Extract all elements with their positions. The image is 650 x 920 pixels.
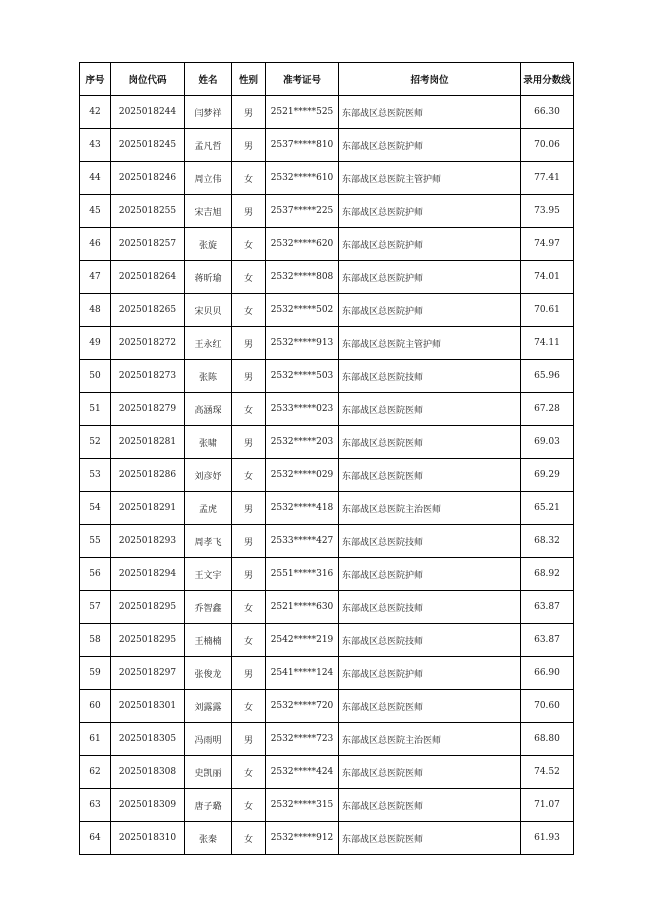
cell-position-code: 2025018273 (111, 360, 185, 393)
cell-index: 57 (80, 591, 111, 624)
cell-gender: 男 (232, 96, 266, 129)
cell-job-title: 东部战区总医院护师 (339, 657, 521, 690)
cell-score: 70.61 (521, 294, 574, 327)
table-header-row (80, 63, 574, 96)
cell-name: 高涵琛 (185, 393, 232, 426)
cell-score: 68.92 (521, 558, 574, 591)
cell-admission-number: 2542*****219 (266, 624, 339, 657)
cell-name: 刘露露 (185, 690, 232, 723)
table-row (80, 393, 574, 426)
cell-position-code: 2025018294 (111, 558, 185, 591)
table-row (80, 789, 574, 822)
cell-score: 65.96 (521, 360, 574, 393)
cell-name: 刘彦妤 (185, 459, 232, 492)
cell-admission-number: 2532*****912 (266, 822, 339, 855)
cell-name: 宋贝贝 (185, 294, 232, 327)
cell-job-title: 东部战区总医院医师 (339, 690, 521, 723)
cell-index: 60 (80, 690, 111, 723)
cell-gender: 女 (232, 789, 266, 822)
cell-index: 42 (80, 96, 111, 129)
cell-position-code: 2025018257 (111, 228, 185, 261)
cell-index: 51 (80, 393, 111, 426)
cell-name: 蒋昕瑜 (185, 261, 232, 294)
cell-job-title: 东部战区总医院护师 (339, 294, 521, 327)
cell-admission-number: 2532*****610 (266, 162, 339, 195)
cell-gender: 男 (232, 129, 266, 162)
cell-gender: 女 (232, 162, 266, 195)
cell-admission-number: 2521*****630 (266, 591, 339, 624)
table-row (80, 129, 574, 162)
table-row (80, 525, 574, 558)
cell-name: 张旋 (185, 228, 232, 261)
cell-job-title: 东部战区总医院医师 (339, 96, 521, 129)
cell-job-title: 东部战区总医院护师 (339, 558, 521, 591)
table-row (80, 624, 574, 657)
cell-score: 74.01 (521, 261, 574, 294)
cell-job-title: 东部战区总医院护师 (339, 129, 521, 162)
cell-name: 唐子璐 (185, 789, 232, 822)
cell-job-title: 东部战区总医院主管护师 (339, 327, 521, 360)
cell-name: 张陈 (185, 360, 232, 393)
table-row (80, 360, 574, 393)
cell-gender: 男 (232, 492, 266, 525)
cell-admission-number: 2532*****424 (266, 756, 339, 789)
table-body (80, 96, 574, 855)
cell-gender: 女 (232, 591, 266, 624)
cell-gender: 女 (232, 690, 266, 723)
cell-gender: 女 (232, 261, 266, 294)
cell-gender: 男 (232, 360, 266, 393)
table-row (80, 690, 574, 723)
cell-score: 63.87 (521, 591, 574, 624)
cell-score: 73.95 (521, 195, 574, 228)
cell-job-title: 东部战区总医院护师 (339, 261, 521, 294)
cell-admission-number: 2532*****502 (266, 294, 339, 327)
header-admission-number: 准考证号 (266, 63, 339, 96)
table-row (80, 723, 574, 756)
table-row (80, 591, 574, 624)
cell-name: 王文宇 (185, 558, 232, 591)
cell-score: 61.93 (521, 822, 574, 855)
cell-score: 77.41 (521, 162, 574, 195)
cell-job-title: 东部战区总医院护师 (339, 228, 521, 261)
cell-gender: 女 (232, 822, 266, 855)
cell-position-code: 2025018255 (111, 195, 185, 228)
table-row (80, 558, 574, 591)
cell-name: 宋吉旭 (185, 195, 232, 228)
results-table (79, 62, 574, 855)
cell-gender: 女 (232, 228, 266, 261)
cell-position-code: 2025018246 (111, 162, 185, 195)
table-row (80, 756, 574, 789)
table-row (80, 261, 574, 294)
cell-index: 52 (80, 426, 111, 459)
cell-admission-number: 2532*****418 (266, 492, 339, 525)
cell-admission-number: 2541*****124 (266, 657, 339, 690)
header-gender: 性别 (232, 63, 266, 96)
cell-name: 王永红 (185, 327, 232, 360)
cell-score: 74.52 (521, 756, 574, 789)
cell-score: 74.11 (521, 327, 574, 360)
cell-position-code: 2025018297 (111, 657, 185, 690)
cell-gender: 男 (232, 327, 266, 360)
cell-job-title: 东部战区总医院主治医师 (339, 492, 521, 525)
cell-job-title: 东部战区总医院技师 (339, 591, 521, 624)
cell-index: 43 (80, 129, 111, 162)
cell-gender: 男 (232, 723, 266, 756)
cell-gender: 男 (232, 558, 266, 591)
header-position-code: 岗位代码 (111, 63, 185, 96)
cell-job-title: 东部战区总医院护师 (339, 195, 521, 228)
cell-position-code: 2025018279 (111, 393, 185, 426)
table-row (80, 294, 574, 327)
cell-job-title: 东部战区总医院技师 (339, 525, 521, 558)
cell-job-title: 东部战区总医院技师 (339, 624, 521, 657)
cell-score: 74.97 (521, 228, 574, 261)
table-row (80, 426, 574, 459)
cell-index: 62 (80, 756, 111, 789)
cell-admission-number: 2532*****913 (266, 327, 339, 360)
cell-position-code: 2025018244 (111, 96, 185, 129)
table-row (80, 162, 574, 195)
cell-gender: 女 (232, 459, 266, 492)
cell-name: 孟凡哲 (185, 129, 232, 162)
table-row (80, 459, 574, 492)
cell-score: 65.21 (521, 492, 574, 525)
cell-admission-number: 2533*****023 (266, 393, 339, 426)
cell-gender: 女 (232, 624, 266, 657)
cell-position-code: 2025018245 (111, 129, 185, 162)
table-row (80, 657, 574, 690)
cell-gender: 男 (232, 657, 266, 690)
cell-position-code: 2025018264 (111, 261, 185, 294)
cell-position-code: 2025018310 (111, 822, 185, 855)
cell-name: 乔智鑫 (185, 591, 232, 624)
cell-admission-number: 2521*****525 (266, 96, 339, 129)
cell-score: 67.28 (521, 393, 574, 426)
cell-index: 49 (80, 327, 111, 360)
cell-admission-number: 2533*****427 (266, 525, 339, 558)
cell-index: 44 (80, 162, 111, 195)
cell-index: 64 (80, 822, 111, 855)
cell-name: 周孝飞 (185, 525, 232, 558)
cell-job-title: 东部战区总医院主治医师 (339, 723, 521, 756)
table-row (80, 492, 574, 525)
cell-job-title: 东部战区总医院医师 (339, 426, 521, 459)
cell-index: 54 (80, 492, 111, 525)
cell-admission-number: 2532*****620 (266, 228, 339, 261)
cell-job-title: 东部战区总医院医师 (339, 789, 521, 822)
cell-score: 69.03 (521, 426, 574, 459)
cell-position-code: 2025018301 (111, 690, 185, 723)
cell-position-code: 2025018293 (111, 525, 185, 558)
cell-index: 56 (80, 558, 111, 591)
cell-gender: 男 (232, 195, 266, 228)
cell-index: 58 (80, 624, 111, 657)
cell-index: 47 (80, 261, 111, 294)
results-sheet (79, 62, 573, 855)
cell-score: 63.87 (521, 624, 574, 657)
cell-position-code: 2025018305 (111, 723, 185, 756)
cell-index: 53 (80, 459, 111, 492)
table-row (80, 195, 574, 228)
header-name: 姓名 (185, 63, 232, 96)
cell-index: 59 (80, 657, 111, 690)
cell-score: 70.06 (521, 129, 574, 162)
cell-name: 孟虎 (185, 492, 232, 525)
cell-gender: 女 (232, 393, 266, 426)
table-row (80, 327, 574, 360)
cell-admission-number: 2532*****203 (266, 426, 339, 459)
cell-job-title: 东部战区总医院主管护师 (339, 162, 521, 195)
cell-name: 张秦 (185, 822, 232, 855)
cell-name: 张啸 (185, 426, 232, 459)
cell-index: 45 (80, 195, 111, 228)
cell-index: 55 (80, 525, 111, 558)
cell-admission-number: 2551*****316 (266, 558, 339, 591)
cell-admission-number: 2532*****723 (266, 723, 339, 756)
cell-position-code: 2025018309 (111, 789, 185, 822)
cell-position-code: 2025018291 (111, 492, 185, 525)
cell-name: 史凯丽 (185, 756, 232, 789)
cell-position-code: 2025018272 (111, 327, 185, 360)
cell-position-code: 2025018308 (111, 756, 185, 789)
table-row (80, 822, 574, 855)
cell-name: 闫梦祥 (185, 96, 232, 129)
cell-name: 张俊龙 (185, 657, 232, 690)
cell-job-title: 东部战区总医院技师 (339, 360, 521, 393)
cell-job-title: 东部战区总医院医师 (339, 756, 521, 789)
header-score-line: 录用分数线 (521, 63, 574, 96)
cell-admission-number: 2537*****225 (266, 195, 339, 228)
cell-admission-number: 2532*****503 (266, 360, 339, 393)
cell-index: 46 (80, 228, 111, 261)
table-row (80, 228, 574, 261)
cell-index: 48 (80, 294, 111, 327)
cell-admission-number: 2532*****720 (266, 690, 339, 723)
cell-gender: 男 (232, 525, 266, 558)
cell-name: 周立伟 (185, 162, 232, 195)
cell-name: 王楠楠 (185, 624, 232, 657)
cell-score: 68.32 (521, 525, 574, 558)
cell-job-title: 东部战区总医院医师 (339, 393, 521, 426)
cell-admission-number: 2537*****810 (266, 129, 339, 162)
cell-position-code: 2025018265 (111, 294, 185, 327)
cell-job-title: 东部战区总医院医师 (339, 822, 521, 855)
table-row (80, 96, 574, 129)
cell-index: 50 (80, 360, 111, 393)
header-index: 序号 (80, 63, 111, 96)
cell-score: 71.07 (521, 789, 574, 822)
cell-gender: 男 (232, 426, 266, 459)
cell-job-title: 东部战区总医院医师 (339, 459, 521, 492)
cell-position-code: 2025018281 (111, 426, 185, 459)
cell-score: 66.30 (521, 96, 574, 129)
cell-score: 69.29 (521, 459, 574, 492)
cell-index: 61 (80, 723, 111, 756)
cell-score: 70.60 (521, 690, 574, 723)
cell-index: 63 (80, 789, 111, 822)
cell-gender: 女 (232, 294, 266, 327)
cell-score: 66.90 (521, 657, 574, 690)
cell-position-code: 2025018295 (111, 591, 185, 624)
cell-gender: 女 (232, 756, 266, 789)
cell-admission-number: 2532*****029 (266, 459, 339, 492)
header-job-title: 招考岗位 (339, 63, 521, 96)
cell-position-code: 2025018295 (111, 624, 185, 657)
cell-admission-number: 2532*****315 (266, 789, 339, 822)
cell-score: 68.80 (521, 723, 574, 756)
cell-name: 冯雨明 (185, 723, 232, 756)
cell-position-code: 2025018286 (111, 459, 185, 492)
cell-admission-number: 2532*****808 (266, 261, 339, 294)
